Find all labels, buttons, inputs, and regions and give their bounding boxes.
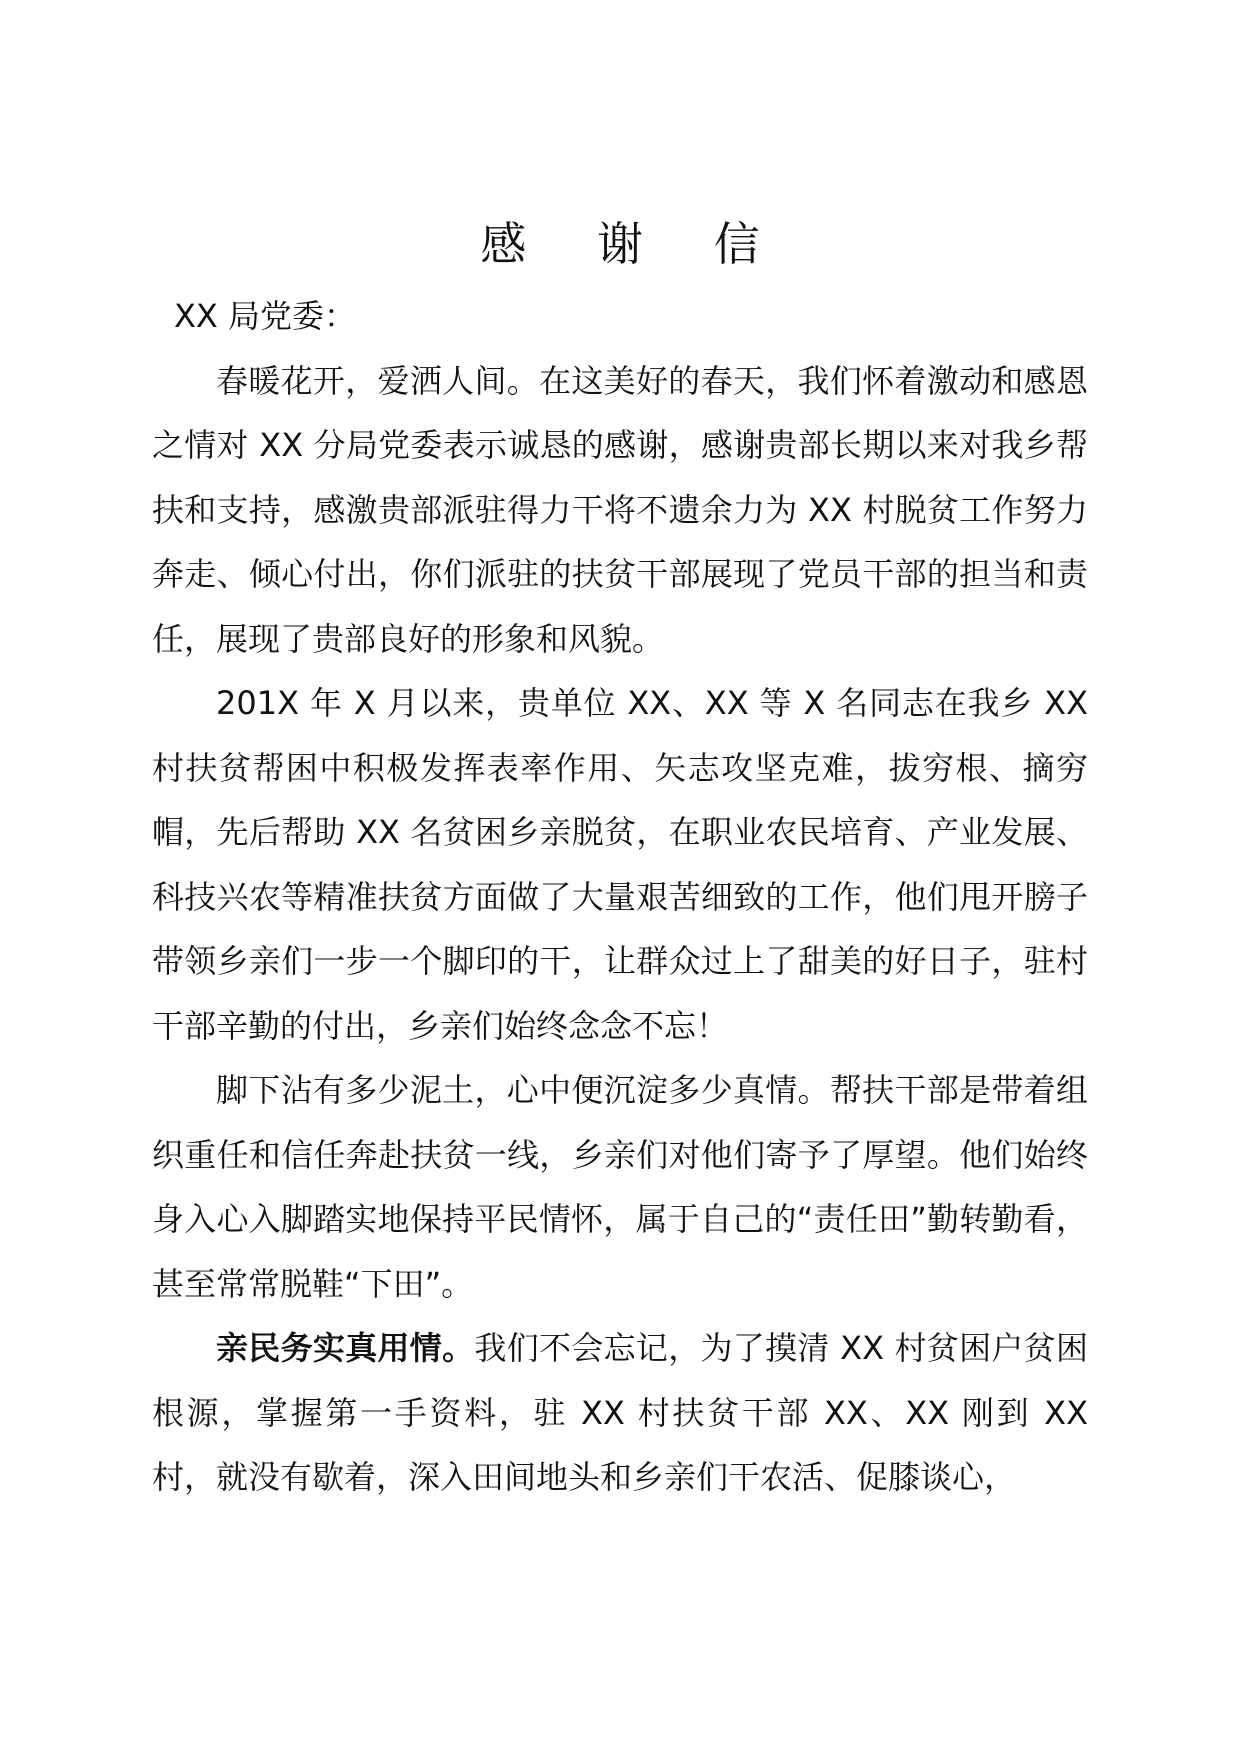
paragraph-1 bbox=[152, 349, 1088, 672]
paragraph-2 bbox=[152, 671, 1088, 1058]
paragraph-2-text: 201X 年 X 月以来，贵单位 XX、XX 等 X 名同志在我乡 XX 村扶贫帮困中积极发挥表率作用、矢志攻坚克难，拔穷根、摘穷帽，先后帮助 XX 名贫困乡亲脱贫，在职业农民培育、产业发展、科技兴农等精准扶贫方面做了大量艰苦细致的工作，他们甩开膀子带领乡亲们一步一个脚印的干，让群众过上了甜美的好日子，驻村干部辛勤的付出，乡亲们始终念念不忘！ bbox=[152, 684, 1088, 1045]
letter-title: 感 谢 信 bbox=[480, 217, 788, 271]
letter-body bbox=[152, 284, 1088, 1510]
paragraph-3-text: 脚下沾有多少泥土，心中便沉淀多少真情。帮扶干部是带着组织重任和信任奔赴扶贫一线，乡亲们对他们寄予了厚望。他们始终身入心入脚踏实地保持平民情怀，属于自己的“责任田”勤转勤看，甚至常常脱鞋“下田”。 bbox=[152, 1071, 1088, 1303]
salutation: XX 局党委： bbox=[174, 297, 357, 335]
paragraph-4-lead: 亲民务实真用情。 bbox=[216, 1329, 475, 1367]
paragraph-1-text: 春暖花开，爱洒人间。在这美好的春天，我们怀着激动和感恩之情对 XX 分局党委表示诚恳的感谢，感谢贵部长期以来对我乡帮扶和支持，感激贵部派驻得力干将不遗余力为 XX 村脱贫工作努力奔走、倾心付出，你们派驻的扶贫干部展现了党员干部的担当和责任，展现了贵部良好的形象和风貌。 bbox=[152, 361, 1088, 658]
paragraph-4 bbox=[152, 1316, 1088, 1510]
paragraph-3 bbox=[152, 1058, 1088, 1316]
paragraph-4-text: 我们不会忘记，为了摸清 XX 村贫困户贫困根源，掌握第一手资料，驻 XX 村扶贫干部 XX、XX 刚到 XX 村，就没有歇着，深入田间地头和乡亲们干农活、促膝谈心， bbox=[152, 1329, 1088, 1496]
